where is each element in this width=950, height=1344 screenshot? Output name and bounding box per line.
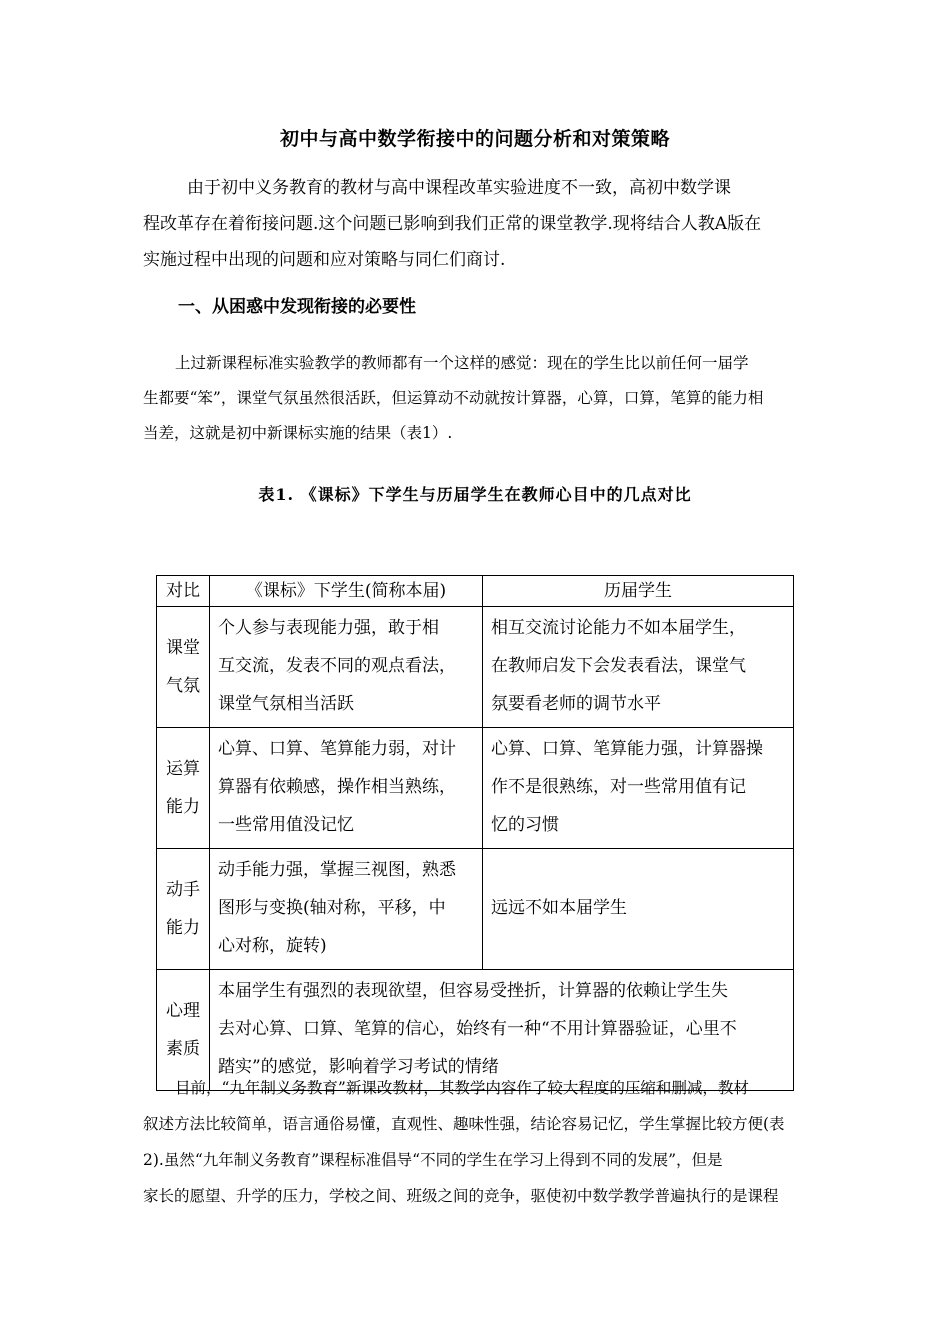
row-label-line: 素质 [166, 1039, 200, 1059]
comparison-table [156, 575, 794, 1091]
cell-line: 心算、口算、笔算能力弱，对计 [218, 739, 456, 759]
table-cell [210, 728, 483, 849]
intro-line: 程改革存在着衔接问题.这个问题已影响到我们正常的课堂教学.现将结合人教A版在 [143, 214, 762, 234]
cell-line: 踏实”的感觉，影响着学习考试的情绪 [218, 1057, 499, 1077]
closing-line: 2).虽然“九年制义务教育”课程标准倡导“不同的学生在学习上得到不同的发展”，但是 [143, 1151, 723, 1169]
cell-line: 去对心算、口算、笔算的信心，始终有一种“不用计算器验证，心里不 [218, 1019, 737, 1039]
closing-line: 家长的愿望、升学的压力，学校之间、班级之间的竞争，驱使初中数学教学普遍执行的是课程 [143, 1187, 779, 1205]
cell-line: 在教师启发下会发表看法，课堂气 [491, 656, 746, 676]
table-row [157, 607, 794, 728]
cell-line: 课堂气氛相当活跃 [218, 694, 354, 714]
closing-paragraph [143, 1070, 813, 1214]
cell-line: 心对称，旋转) [218, 936, 327, 956]
table-header-row [157, 576, 794, 607]
cell-line: 作不是很熟练，对一些常用值有记 [491, 777, 746, 797]
section-line: 生都要“笨”，课堂气氛虽然很活跃，但运算动不动就按计算器，心算，口算，笔算的能力相 [143, 389, 764, 407]
row-label-line: 气氛 [166, 676, 200, 696]
section-paragraph [143, 346, 813, 451]
cell-line: 相互交流讨论能力不如本届学生， [491, 618, 746, 638]
cell-line: 本届学生有强烈的表现欲望，但容易受挫折，计算器的依赖让学生失 [218, 981, 728, 1001]
section-line: 当差，这就是初中新课标实施的结果（表1）. [143, 424, 453, 442]
table-cell [483, 849, 794, 970]
header-cell: 历届学生 [483, 576, 794, 607]
cell-line: 算器有依赖感，操作相当熟练， [218, 777, 456, 797]
header-cell: 《课标》下学生(简称本届) [210, 576, 483, 607]
row-label-line: 动手 [166, 880, 200, 900]
header-cell: 对比 [157, 576, 210, 607]
table-row [157, 849, 794, 970]
table-cell [483, 607, 794, 728]
cell-line: 忆的习惯 [491, 815, 559, 835]
row-label-line: 能力 [166, 918, 200, 938]
intro-line: 由于初中义务教育的教材与高中课程改革实验进度不一致，高初中数学课 [187, 178, 731, 198]
cell-line: 一些常用值没记忆 [218, 815, 354, 835]
section-line: 上过新课程标准实验教学的教师都有一个这样的感觉：现在的学生比以前任何一届学 [175, 354, 749, 372]
row-label [157, 849, 210, 970]
cell-line: 动手能力强，掌握三视图，熟悉 [218, 860, 456, 880]
table-caption: 表1. 《课标》下学生与历届学生在教师心目中的几点对比 [258, 485, 692, 504]
cell-line: 个人参与表现能力强，敢于相 [218, 618, 439, 638]
closing-line: 叙述方法比较简单，语言通俗易懂，直观性、趣味性强，结论容易记忆，学生掌握比较方便(表 [143, 1115, 785, 1133]
table-row [157, 728, 794, 849]
document-title: 初中与高中数学衔接中的问题分析和对策策略 [279, 128, 670, 150]
table-cell [210, 849, 483, 970]
intro-line: 实施过程中出现的问题和应对策略与同仁们商讨. [143, 250, 506, 270]
cell-line: 远远不如本届学生 [491, 898, 627, 918]
closing-line: 目前，“九年制义务教育”新课改教材，其教学内容作了较大程度的压缩和删减，教材 [175, 1079, 749, 1097]
row-label-line: 能力 [166, 797, 200, 817]
cell-line: 氛要看老师的调节水平 [491, 694, 661, 714]
table-cell [483, 728, 794, 849]
intro-paragraph [143, 170, 813, 278]
cell-line: 心算、口算、笔算能力强，计算器操 [491, 739, 763, 759]
table-cell [210, 607, 483, 728]
row-label [157, 607, 210, 728]
row-label-line: 运算 [166, 759, 200, 779]
cell-line: 互交流，发表不同的观点看法， [218, 656, 456, 676]
row-label-line: 课堂 [166, 638, 200, 658]
cell-line: 图形与变换(轴对称，平移，中 [218, 898, 446, 918]
row-label [157, 728, 210, 849]
section-heading: 一、从困惑中发现衔接的必要性 [178, 297, 416, 317]
row-label-line: 心理 [166, 1001, 200, 1021]
